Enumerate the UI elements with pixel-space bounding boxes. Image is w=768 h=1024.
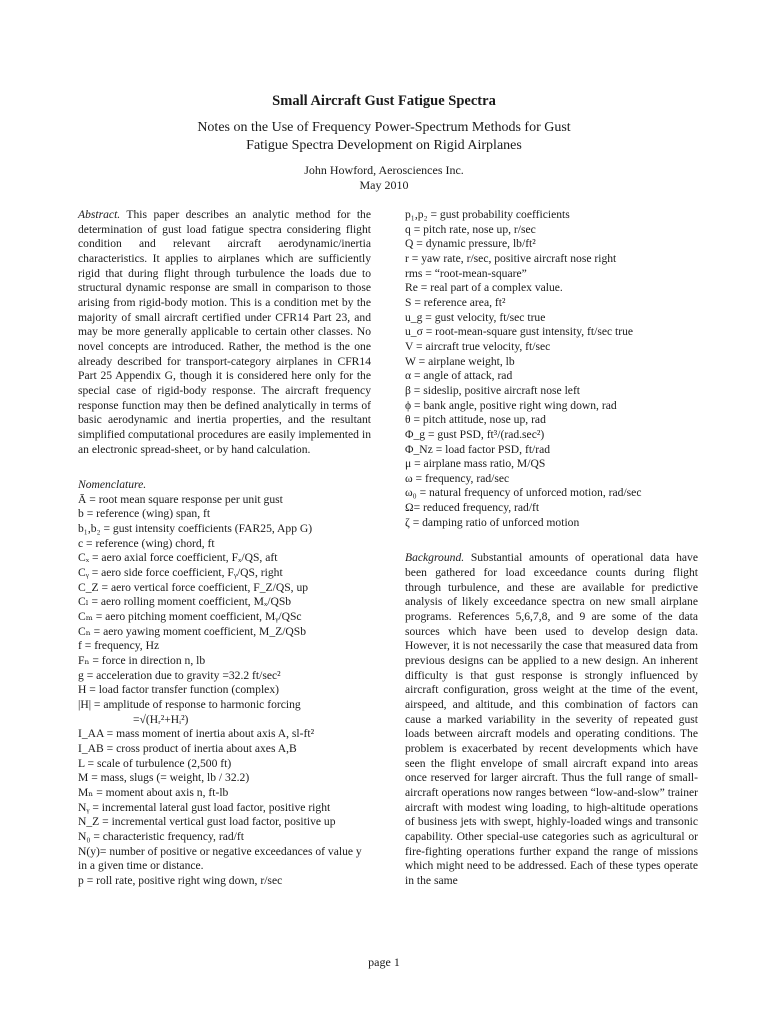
symbol-item: α = angle of attack, rad xyxy=(405,369,513,383)
symbol-item: ϕ = bank angle, positive right wing down, rad xyxy=(405,398,617,412)
nomenclature-item: M = mass, slugs (= weight, lb / 32.2) xyxy=(78,771,250,785)
nomenclature-item: =√(Hᵣ²+Hᵢ²) xyxy=(133,712,189,726)
symbol-item: Φ_g = gust PSD, ft³/(rad.sec²) xyxy=(405,427,545,441)
nomenclature-item: L = scale of turbulence (2,500 ft) xyxy=(78,756,232,770)
left-column xyxy=(78,208,371,889)
nomenclature-item: Cᵧ = aero side force coefficient, Fᵧ/QS, right xyxy=(78,566,283,580)
symbol-item: W = airplane weight, lb xyxy=(405,354,515,368)
nomenclature-item: I_AA = mass moment of inertia about axis A, sl-ft² xyxy=(78,727,315,741)
nomenclature-item: |H| = amplitude of response to harmonic forcing xyxy=(78,698,301,711)
symbol-item: Ω= reduced frequency, rad/ft xyxy=(405,501,540,515)
symbol-item: u_g = gust velocity, ft/sec true xyxy=(405,310,546,324)
nomenclature-item: Mₙ = moment about axis n, ft-lb xyxy=(78,785,229,799)
nomenclature-item: N₀ = characteristic frequency, rad/ft xyxy=(78,829,244,843)
symbol-item: Re = real part of a complex value. xyxy=(405,281,563,295)
symbol-item: p₁,p₂ = gust probability coefficients xyxy=(405,208,570,221)
nomenclature-item: Cₘ = aero pitching moment coefficient, Mᵧ/QSc xyxy=(78,610,302,624)
symbol-item: Q = dynamic pressure, lb/ft² xyxy=(405,237,536,251)
nomenclature-label: Nomenclature. xyxy=(78,478,147,492)
symbol-list xyxy=(405,208,698,530)
nomenclature-item: c = reference (wing) chord, ft xyxy=(78,536,215,550)
nomenclature-item: p = roll rate, positive right wing down, r/sec xyxy=(78,873,283,887)
background-text: Substantial amounts of operational data have been gathered for load exceedance counts during flight through turbulence, and these are available for predictive analysis of likely exceedance spectra on new small airplane programs. References 5,6,7,8, and 9 are some of the data sources which have been used to develop design data. However, it is not necessarily the case that measured data from previous designs can be applied to a new design. An inherent difficulty is that gust response is strongly influenced by aircraft configuration, gross weight at the time of the event, airspeed, and altitude, and this combination of factors can cause a marked variability in the severity of repeated gust loads between aircraft models and operating conditions. The problem is exacerbated by recent developments which have seen the flight envelope of small aircraft expand into areas once reserved for larger aircraft. Thus the full range of small-aircraft operations now ranges between “low-and-slow” trainer aircraft with modest wing loading, to high-altitude operations of business jets with swept, highly-loaded wings and transonic capability. Other special-use categories such as agricultural or fire-fighting operations further expand the range of missions which might need to be addressed. Each of these types operate in the same xyxy=(405,551,698,887)
nomenclature-item: Fₙ = force in direction n, lb xyxy=(78,654,206,668)
paper-title: Small Aircraft Gust Fatigue Spectra xyxy=(272,93,496,109)
page-number: page 1 xyxy=(368,955,400,969)
paper-date: May 2010 xyxy=(359,178,409,192)
author-block xyxy=(0,163,768,193)
nomenclature-item: Nᵧ = incremental lateral gust load factor, positive right xyxy=(78,800,331,814)
symbol-item: r = yaw rate, r/sec, positive aircraft nose right xyxy=(405,251,617,265)
paper-header xyxy=(0,92,768,193)
symbol-item: Φ_Nz = load factor PSD, ft/rad xyxy=(405,442,551,456)
nomenclature-item: Cₙ = aero yawing moment coefficient, M_Z/QSb xyxy=(78,624,307,638)
symbol-item: V = aircraft true velocity, ft/sec xyxy=(405,339,551,353)
nomenclature-item: f = frequency, Hz xyxy=(78,639,160,653)
background-label: Background. xyxy=(405,551,465,565)
symbol-item: ω₀ = natural frequency of unforced motion, rad/sec xyxy=(405,486,642,500)
subtitle-line-2: Fatigue Spectra Development on Rigid Airplanes xyxy=(246,138,522,153)
nomenclature-item: Cₗ = aero rolling moment coefficient, Mₓ/QSb xyxy=(78,595,292,609)
abstract-paragraph xyxy=(78,208,371,457)
symbol-item: θ = pitch attitude, nose up, rad xyxy=(405,413,546,427)
nomenclature-item: N(y)= number of positive or negative exceedances of value y in a given time or distance. xyxy=(78,844,362,873)
nomenclature-item: H = load factor transfer function (complex) xyxy=(78,683,279,697)
nomenclature-item: g = acceleration due to gravity =32.2 ft/sec² xyxy=(78,668,281,682)
nomenclature-list xyxy=(78,493,371,889)
nomenclature-item: b = reference (wing) span, ft xyxy=(78,507,211,521)
right-column xyxy=(405,208,698,889)
nomenclature-item: C_Z = aero vertical force coefficient, F_Z/QS, up xyxy=(78,580,309,594)
abstract-text: This paper describes an analytic method for the determination of gust load fatigue spectra considering flight condition and relevant aircraft aerodynamic/inertia characteristics. It applies to airplanes which are sufficiently rigid that during flight through turbulence the loads due to structural dynamic response are small in comparison to those arising from rigid-body motion. This is a condition met by the majority of small aircraft certified under CFR14 Part 23, and may be more generally applicable to certain other classes. No novel concepts are introduced. Rather, the method is the one already described for transport-category airplanes in CFR14 Part 25 Appendix G, though it is considered here only for the special case of rigid-body response. The aircraft frequency response function may then be defined analytically in terms of basic aerodynamic and inertia properties, and the resultant simplified computational procedures are easily implemented in an electronic spread-sheet, or by hand calculation. xyxy=(78,208,371,456)
author-line: John Howford, Aerosciences Inc. xyxy=(304,163,464,177)
paper-subtitle xyxy=(0,119,768,155)
symbol-item: q = pitch rate, nose up, r/sec xyxy=(405,222,536,236)
symbol-item: ζ = damping ratio of unforced motion xyxy=(405,515,580,529)
nomenclature-item: N_Z = incremental vertical gust load factor, positive up xyxy=(78,815,336,829)
abstract-label: Abstract. xyxy=(78,208,121,221)
background-paragraph xyxy=(405,551,698,888)
nomenclature-item: Ā = root mean square response per unit gust xyxy=(78,492,283,506)
nomenclature-item: Cₓ = aero axial force coefficient, Fₓ/QS, aft xyxy=(78,551,278,565)
symbol-item: β = sideslip, positive aircraft nose left xyxy=(405,383,581,397)
subtitle-line-1: Notes on the Use of Frequency Power-Spectrum Methods for Gust xyxy=(197,120,571,135)
nomenclature-item: b₁,b₂ = gust intensity coefficients (FAR25, App G) xyxy=(78,522,313,536)
symbol-item: rms = “root-mean-square” xyxy=(405,266,527,280)
symbol-item: u_σ = root-mean-square gust intensity, ft/sec true xyxy=(405,325,634,339)
nomenclature-item: I_AB = cross product of inertia about axes A,B xyxy=(78,741,297,755)
symbol-item: ω = frequency, rad/sec xyxy=(405,471,510,485)
symbol-item: S = reference area, ft² xyxy=(405,295,506,309)
symbol-item: μ = airplane mass ratio, M/QS xyxy=(405,457,546,471)
